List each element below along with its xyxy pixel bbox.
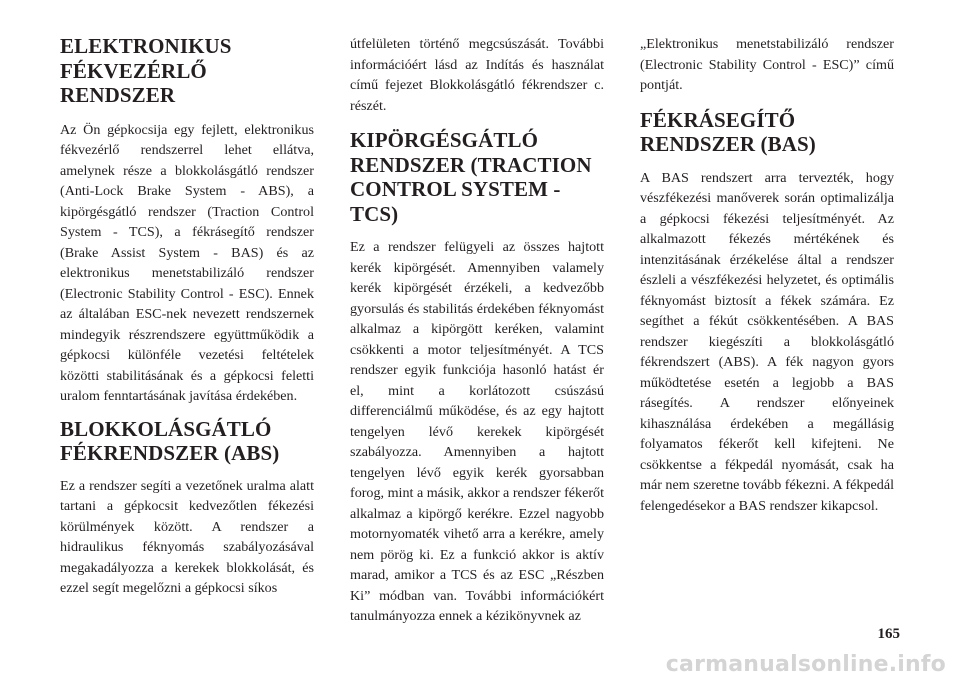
paragraph-bas: A BAS rendszert arra tervezték, hogy vészfékezési manőverek során optimalizálja a gépkocsi fékezési teljesítményét. Az alkalmazott fékezés mértékének és intenzitásának érzékelése által a rendszer észleli a vészfékezési helyzetet, és optimális féknyomást biztosít a fékek számára. Ez segíthet a fékút csökkentésében. A BAS rendszer kiegészíti a blokkolásgátló fékrendszert (ABS). A fék nagyon gyors működtetése esetén a legjobb a BAS rásegítés. A rendszer előnyeinek kihasználása érdekében a megállásig folyamatos fékerőt kell kifejteni. Ne csökkentse a fékpedál nyomását, csak ha már nem szeretne tovább fékezni. A fékpedál felengedésekor a BAS rendszer kikapcsol.	[640, 169, 894, 514]
heading-esc: ELEKTRONIKUS FÉKVEZÉRLŐ RENDSZER	[60, 34, 232, 107]
heading-tcs: KIPÖRGÉSGÁTLÓ RENDSZER (TRACTION CONTROL SYSTEM - TCS)	[350, 128, 592, 226]
paragraph-tcs: Ez a rendszer felügyeli az összes hajtott kerék kipörgését. Amennyiben valamely kerék kipörgését érzékeli, a kedvezőbb gyorsulás és stabilitás érdekében féknyomást alkalmaz a kipörgött keréken, valamint csökkenti a motor teljesítményét. A TCS rendszer egyik funkciója hasonló hatást ér el, mint a korlátozott csúszású differenciálmű működése, és az egy hajtott tengelyen lévő kerekek kipörgését szabályozza. Amennyiben a hajtott tengelyen lévő egyik kerék gyorsabban forog, mint a másik, akkor a rendszer fékerőt alkalmaz a kipörgő kerékre. Ezzel nagyobb motornyomaték vihető arra a kerékre, amely nem pörög ki. Ez a funkció akkor is aktív marad, amikor a TCS és az ESC „Részben Ki” módban van. További információkért tanulmányozza ennek a kézikönyvnek az	[350, 239, 604, 624]
paragraph-tcs-continued: „Elektronikus menetstabilizáló rendszer (Electronic Stability Control - ESC)” című pontját.	[640, 36, 894, 93]
heading-abs: BLOKKOLÁSGÁTLÓ FÉKRENDSZER (ABS)	[60, 416, 280, 465]
column-1	[60, 34, 314, 599]
column-3	[640, 34, 894, 516]
paragraph-abs: Ez a rendszer segíti a vezetőnek uralma alatt tartani a gépkocsit kedvezőtlen fékezési körülmények között. A rendszer a hidraulikus féknyomás szabályozásával megakadályozza a kerekek blokkolását, és ezzel segít megelőzni a gépkocsi síkos	[60, 477, 314, 596]
paragraph-esc-intro: Az Ön gépkocsija egy fejlett, elektronikus fékvezérlő rendszerrel lehet ellátva, amelynek része a blokkolásgátló rendszer (Anti-Lock Brake System - ABS), a kipörgésgátló rendszer (Traction Control System - TCS), a fékrásegítő rendszer (Brake Assist System - BAS) és az elektronikus menetstabilizáló rendszer (Electronic Stability Control - ESC). Ennek az általában ESC-nek nevezett rendszernek mindegyik részrendszere együttműködik a gépkocsi különféle vezetési feltételek közötti stabilitásának és a gépkocsi feletti uralom fenntartásának javítása érdekében.	[60, 121, 314, 404]
watermark: carmanualsonline.info	[665, 652, 946, 677]
column-2	[350, 34, 604, 627]
heading-bas: FÉKRÁSEGÍTŐ RENDSZER (BAS)	[640, 107, 816, 156]
paragraph-abs-continued: útfelületen történő megcsúszását. További információért lásd az Indítás és használat című fejezet Blokkolásgátló fékrendszer c. részét.	[350, 36, 604, 114]
page-number: 165	[877, 626, 900, 642]
